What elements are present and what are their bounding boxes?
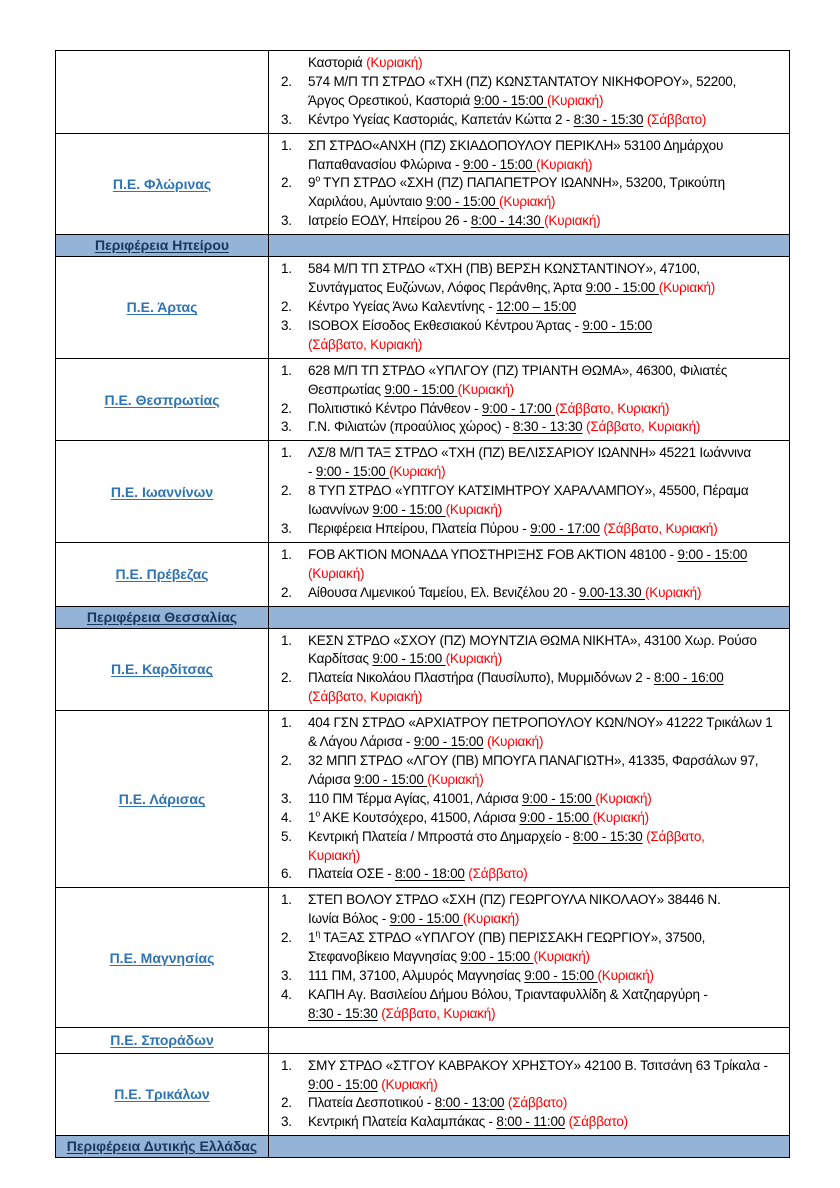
location-text: 574 Μ/Π ΤΠ ΣΤΡΔΟ «ΤΧΗ (ΠΖ) ΚΩΝΣΤΑΝΤΑΤΟΥ ΝΙΚΗΦΟΡΟΥ», 52200, <box>308 73 737 89</box>
item-number: 6. <box>281 866 292 882</box>
item-number: 3. <box>281 213 292 229</box>
section-empty-cell <box>269 1136 790 1158</box>
location-text: ΤΑΞΑΣ ΣΤΡΔΟ «ΥΠΛΓΟΥ (ΠΒ) ΠΕΡΙΣΣΑΚΗ ΓΕΩΡΓΙΟΥ», 37500, <box>320 930 706 946</box>
unit-label-cell <box>56 1027 269 1053</box>
item-number: 1. <box>281 1057 292 1073</box>
time-range: 9:00 - 15:00 <box>460 949 534 965</box>
unit-label: Π.Ε. Καρδίτσας <box>111 661 213 678</box>
items-cell <box>269 358 790 441</box>
location-text: Θεσπρωτίας <box>308 381 385 397</box>
list-item <box>281 111 783 130</box>
day-note: (Κυριακή) <box>427 771 484 787</box>
day-note: (Σάββατο, Κυριακή) <box>308 336 423 352</box>
list-item <box>281 444 783 482</box>
day-note: (Κυριακή) <box>499 194 556 210</box>
time-range: 9:00 - 15:00 <box>315 464 390 480</box>
unit-label-cell <box>56 888 269 1027</box>
time-range: 9:00 - 15:00 <box>524 967 598 983</box>
time-range: 9:00 - 15:00 <box>372 502 446 518</box>
list-item <box>281 1113 783 1132</box>
location-text: 1 <box>308 809 316 825</box>
list-item <box>281 632 783 670</box>
day-note: (Κυριακή) <box>544 213 601 229</box>
day-note: (Κυριακή) <box>389 464 446 480</box>
location-text: ISOBOX Είσοδος Εκθεσιακού Κέντρου Άρτας - <box>308 317 583 333</box>
item-number: 2. <box>281 1095 292 1111</box>
section-empty-cell <box>269 235 790 257</box>
location-text: 404 ΓΣΝ ΣΤΡΔΟ «ΑΡΧΙΑΤΡΟΥ ΠΕΤΡΟΠΟΥΛΟΥ ΚΩΝ/ΝΟΥ» 41222 Τρικάλων 1 <box>308 715 773 731</box>
item-text <box>308 790 783 809</box>
location-text: Περιφέρεια Ηπείρου, Πλατεία Πύρου - <box>308 520 531 536</box>
location-text: 628 Μ/Π ΤΠ ΣΤΡΔΟ «ΥΠΛΓΟΥ (ΠΖ) ΤΡΙΑΝΤΗ ΘΩΜΑ», 46300, Φιλιατές <box>308 362 728 378</box>
location-text: ο <box>315 173 320 184</box>
table-row <box>56 888 790 1027</box>
time-range: 8:30 - 15:30 <box>308 1005 378 1021</box>
list-item <box>281 865 783 884</box>
section-row <box>56 606 790 628</box>
time-range: 9:00 - 15:00 <box>384 381 458 397</box>
time-range: 9:00 - 15:00 <box>585 280 659 296</box>
item-number: 3. <box>281 790 292 806</box>
location-text: Πλατεία ΟΣΕ - <box>308 866 396 882</box>
table-row <box>56 711 790 888</box>
item-number: 1. <box>281 892 292 908</box>
location-text: Χαριλάου, Αμύνταιο <box>308 194 426 210</box>
location-text: 8 ΤΥΠ ΣΤΡΔΟ «ΥΠΤΓΟΥ ΚΑΤΣΙΜΗΤΡΟΥ ΧΑΡΑΛΑΜΠΟΥ», 45500, Πέραμα <box>308 483 749 499</box>
table-row <box>56 358 790 441</box>
time-range: 9:00 - 17:00 <box>530 520 600 536</box>
list-item <box>281 400 783 419</box>
unit-label-cell <box>56 51 269 134</box>
day-note: (Κυριακή) <box>597 967 654 983</box>
item-text <box>308 632 783 670</box>
time-range: 9:00 - 15:00 <box>425 194 500 210</box>
day-note: (Κυριακή) <box>445 502 502 518</box>
day-note: (Κυριακή) <box>533 949 590 965</box>
item-text <box>308 891 783 929</box>
location-text: Άργος Ορεστικού, Καστοριά <box>308 92 474 108</box>
item-number: 1. <box>281 715 292 731</box>
item-number: 1. <box>281 632 292 648</box>
section-label-cell <box>56 606 269 628</box>
location-text: Παπαθανασίου Φλώρινα - <box>308 156 463 172</box>
items-cell <box>269 888 790 1027</box>
location-text: ΛΣ/8 Μ/Π ΤΑΞ ΣΤΡΔΟ «ΤΧΗ (ΠΖ) ΒΕΛΙΣΣΑΡΙΟΥ ΙΩΑΝΝΗ» 45221 Ιωάννινα <box>308 445 751 461</box>
table-row <box>56 628 790 711</box>
item-number: 2. <box>281 483 292 499</box>
day-note: (Κυριακή) <box>486 734 544 750</box>
item-text <box>308 111 783 130</box>
item-number: 3. <box>281 111 292 127</box>
unit-label: Π.Ε. Πρέβεζας <box>115 566 209 583</box>
item-text <box>308 174 783 212</box>
day-note: (Κυριακή) <box>644 584 702 600</box>
day-note: (Κυριακή) <box>462 911 520 927</box>
item-number: 3. <box>281 520 292 536</box>
unit-label: Π.Ε. Άρτας <box>126 299 198 316</box>
section-row <box>56 235 790 257</box>
item-text <box>308 212 783 231</box>
table-row <box>56 1053 790 1136</box>
unit-label: Π.Ε. Σποράδων <box>110 1032 214 1049</box>
unit-label-cell <box>56 441 269 543</box>
item-text <box>308 967 783 986</box>
item-number: 3. <box>281 1114 292 1130</box>
item-text <box>308 260 783 298</box>
day-note: (Σάββατο, Κυριακή) <box>586 419 701 435</box>
item-number: 2. <box>281 670 292 686</box>
time-range: 9:00 - 15:00 <box>372 651 446 667</box>
location-text: 9 <box>308 175 316 191</box>
table-row <box>56 1027 790 1053</box>
day-note: (Κυριακή) <box>381 1076 438 1092</box>
time-range: 8:00 - 16:00 <box>653 670 724 686</box>
time-range: 8:00 - 13:00 <box>434 1095 505 1111</box>
time-range: 9:00 - 15:00 <box>677 546 748 562</box>
location-text: 111 ΠΜ, 37100, Αλμυρός Μαγνησίας <box>308 967 525 983</box>
time-range: 8:00 - 11:00 <box>496 1114 566 1130</box>
list-item <box>281 73 783 111</box>
location-text: - <box>308 464 316 480</box>
list-item <box>281 584 783 603</box>
location-text: Λάρισα <box>308 771 354 787</box>
time-range: 9:00 - 15:00 <box>473 92 547 108</box>
item-number: 2. <box>281 175 292 191</box>
item-text <box>308 298 783 317</box>
item-number: 1. <box>281 137 292 153</box>
time-range: 9.00-13.30 <box>578 584 645 600</box>
item-number: 2. <box>281 400 292 416</box>
list-item <box>281 260 783 298</box>
time-range: 9:00 - 15:00 <box>354 771 428 787</box>
section-row <box>56 1136 790 1158</box>
day-note: (Σάββατο) <box>568 1114 628 1130</box>
item-text <box>308 584 783 603</box>
day-note: (Κυριακή) <box>592 809 649 825</box>
location-text: ΚΕΣΝ ΣΤΡΔΟ «ΣΧΟΥ (ΠΖ) ΜΟΥΝΤΖΙΑ ΘΩΜΑ ΝΙΚΗΤΑ», 43100 Χωρ. Ρούσο <box>308 632 757 648</box>
location-text: Ιωνία Βόλος - <box>308 911 390 927</box>
item-number: 1. <box>281 362 292 378</box>
item-text <box>308 362 783 400</box>
item-text <box>308 714 783 752</box>
item-number: 2. <box>281 930 292 946</box>
item-text <box>308 1057 783 1095</box>
list-item <box>281 317 783 355</box>
item-number: 2. <box>281 584 292 600</box>
list-item <box>281 1057 783 1095</box>
item-text <box>308 418 783 437</box>
list-item <box>281 482 783 520</box>
item-number: 2. <box>281 73 292 89</box>
item-number: 2. <box>281 298 292 314</box>
list-item <box>281 752 783 790</box>
list-item <box>281 298 783 317</box>
item-text <box>308 865 783 884</box>
time-range: 12:00 – 15:00 <box>496 298 577 314</box>
section-empty-cell <box>269 606 790 628</box>
location-text: Καστοριά <box>308 55 367 70</box>
list-item <box>281 929 783 967</box>
time-range: 9:00 - 15:00 <box>522 790 596 806</box>
location-text: 32 ΜΠΠ ΣΤΡΔΟ «ΛΓΟΥ (ΠΒ) ΜΠΟΥΓΑ ΠΑΝΑΓΙΩΤΗ», 41335, Φαρσάλων 97, <box>308 753 759 768</box>
time-range: 8:30 - 15:30 <box>573 111 644 127</box>
location-text: 1 <box>308 930 316 946</box>
location-text: ΣΠ ΣΤΡΔΟ«ΑΝΧΗ (ΠΖ) ΣΚΙΑΔΟΠΟΥΛΟΥ ΠΕΡΙΚΛΗ» 53100 Δημάρχου <box>308 137 724 153</box>
list-item <box>281 520 783 539</box>
item-number: 1. <box>281 546 292 562</box>
items-cell <box>269 1053 790 1136</box>
location-text: Κέντρο Υγείας Άνω Καλεντίνης - <box>308 298 497 314</box>
unit-label: Π.Ε. Τρικάλων <box>114 1086 210 1103</box>
section-label: Περιφέρεια Ηπείρου <box>94 237 230 254</box>
item-number: 1. <box>281 445 292 461</box>
day-note: (Κυριακή) <box>546 92 604 108</box>
location-text: ΤΥΠ ΣΤΡΔΟ «ΣΧΗ (ΠΖ) ΠΑΠΑΠΕΤΡΟΥ ΙΩΑΝΝΗ», 53200, Τρικούπη <box>320 175 725 191</box>
item-number: 5. <box>281 828 292 844</box>
day-note: (Σάββατο, Κυριακή) <box>603 520 718 536</box>
list-item <box>281 546 783 584</box>
day-note: (Κυριακή) <box>595 790 652 806</box>
item-text <box>308 828 783 866</box>
day-note: (Σάββατο, <box>646 828 705 844</box>
location-text: Πλατεία Νικολάου Πλαστήρα (Παυσίλυπο), Μυρμιδόνων 2 - <box>308 670 654 686</box>
table-row <box>56 542 790 606</box>
list-item <box>281 212 783 231</box>
location-text: Πλατεία Δεσποτικού - <box>308 1095 435 1111</box>
unit-label-cell <box>56 358 269 441</box>
day-note: (Κυριακή) <box>445 651 502 667</box>
item-text <box>308 929 783 967</box>
time-range: 8:00 - 14:30 <box>470 213 545 229</box>
item-number: 4. <box>281 986 292 1002</box>
location-text: ο <box>315 808 320 819</box>
list-item <box>281 669 783 707</box>
location-text: Πολιτιστικό Κέντρο Πάνθεον - <box>308 400 482 416</box>
table-row <box>56 51 790 134</box>
table-row <box>56 133 790 235</box>
item-number: 2. <box>281 753 292 768</box>
item-text <box>308 444 783 482</box>
list-item <box>281 967 783 986</box>
items-cell <box>269 441 790 543</box>
items-cell <box>269 711 790 888</box>
item-text <box>308 520 783 539</box>
day-note: (Κυριακή) <box>308 565 365 581</box>
items-cell <box>269 51 790 134</box>
items-cell <box>269 133 790 235</box>
item-number: 4. <box>281 809 292 825</box>
location-text: Κεντρική Πλατεία / Μπροστά στο Δημαρχείο - <box>308 828 573 844</box>
item-text <box>308 752 783 790</box>
unit-label-cell <box>56 133 269 235</box>
unit-label-cell <box>56 542 269 606</box>
location-text: Αίθουσα Λιμενικού Ταμείου, Ελ. Βενιζέλου 20 - <box>308 584 579 600</box>
time-range: 9:00 - 15:00 <box>582 317 653 333</box>
time-range: 9:00 - 15:00 <box>413 734 484 750</box>
item-number: 3. <box>281 317 292 333</box>
unit-label-cell <box>56 257 269 359</box>
item-text <box>308 400 783 419</box>
unit-label-cell <box>56 1053 269 1136</box>
day-note: (Σάββατο) <box>507 1095 568 1111</box>
item-text <box>308 986 783 1024</box>
day-note: (Κυριακή) <box>457 381 514 397</box>
items-cell <box>269 1027 790 1053</box>
time-range: 9:00 - 15:00 <box>389 911 463 927</box>
list-item <box>281 1094 783 1113</box>
table-row <box>56 441 790 543</box>
location-text: ΣΤΕΠ ΒΟΛΟΥ ΣΤΡΔΟ «ΣΧΗ (ΠΖ) ΓΕΩΡΓΟΥΛΑ ΝΙΚΟΛΑΟΥ» 38446 Ν. <box>308 892 721 908</box>
day-note: (Κυριακή) <box>366 55 423 70</box>
day-note: (Κυριακή) <box>658 280 716 296</box>
item-text <box>308 1094 783 1113</box>
item-text <box>308 73 783 111</box>
time-range: 9:00 - 15:00 <box>462 156 537 172</box>
locations-table <box>55 50 790 1158</box>
unit-label-cell <box>56 628 269 711</box>
item-text <box>308 669 783 707</box>
location-text: ΣΜΥ ΣΤΡΔΟ «ΣΤΓΟΥ ΚΑΒΡΑΚΟΥ ΧΡΗΣΤΟΥ» 42100 Β. Τσιτσάνη 63 Τρίκαλα - <box>308 1057 768 1073</box>
list-item <box>281 891 783 929</box>
section-label: Περιφέρεια Δυτικής Ελλάδας <box>66 1138 258 1155</box>
section-label: Περιφέρεια Θεσσαλίας <box>86 608 238 625</box>
location-text: & Λάγου Λάρισα - <box>308 734 414 750</box>
item-text <box>308 54 783 73</box>
time-range: 9:00 - 17:00 <box>481 400 556 416</box>
section-label-cell <box>56 1136 269 1158</box>
location-text: Συντάγματος Ευζώνων, Λόφος Περάνθης, Άρτα <box>308 280 586 296</box>
item-text <box>308 317 783 355</box>
unit-label: Π.Ε. Μαγνησίας <box>109 949 215 966</box>
item-text <box>308 1113 783 1132</box>
list-item <box>281 54 783 73</box>
item-number: 1. <box>281 261 292 277</box>
section-label-cell <box>56 235 269 257</box>
time-range: 9:00 - 15:00 <box>308 1076 378 1092</box>
location-text: Στεφανοβίκειο Μαγνησίας <box>308 949 461 965</box>
location-text: 584 Μ/Π ΤΠ ΣΤΡΔΟ «ΤΧΗ (ΠΒ) ΒΕΡΣΗ ΚΩΝΣΤΑΝΤΙΝΟΥ», 47100, <box>308 261 700 277</box>
day-note: Κυριακή) <box>308 847 361 863</box>
unit-label: Π.Ε. Θεσπρωτίας <box>104 391 220 408</box>
location-text: Καρδίτσας <box>308 651 373 667</box>
time-range: 8:00 - 15:30 <box>572 828 643 844</box>
unit-label: Π.Ε. Ιωαννίνων <box>110 483 214 500</box>
time-range: 8:30 - 13:30 <box>512 419 583 435</box>
list-item <box>281 809 783 828</box>
time-range: 8:00 - 18:00 <box>395 866 465 882</box>
location-text: ΚΑΠΗ Αγ. Βασιλείου Δήμου Βόλου, Τριανταφυλλίδη & Χατζηαργύρη - <box>308 986 708 1002</box>
location-text: Γ.Ν. Φιλιατών (προαύλιος χώρος) - <box>308 419 513 435</box>
unit-label: Π.Ε. Φλώρινας <box>112 175 212 192</box>
location-text: η <box>315 928 320 939</box>
table-row <box>56 257 790 359</box>
list-item <box>281 828 783 866</box>
list-item <box>281 418 783 437</box>
item-text <box>308 546 783 584</box>
list-item <box>281 174 783 212</box>
item-number: 3. <box>281 967 292 983</box>
location-text: 110 ΠΜ Τέρμα Αγίας, 41001, Λάρισα <box>308 790 523 806</box>
unit-label-cell <box>56 711 269 888</box>
location-text: FOB AKTION ΜΟΝΑΔΑ ΥΠΟΣΤΗΡΙΞΗΣ FOB AKTION 48100 - <box>308 546 678 562</box>
list-item <box>281 790 783 809</box>
day-note: (Σάββατο, Κυριακή) <box>555 400 670 416</box>
list-item <box>281 362 783 400</box>
location-text: Ιωαννίνων <box>308 502 373 518</box>
day-note: (Σάββατο) <box>646 111 707 127</box>
item-text <box>308 482 783 520</box>
list-item <box>281 137 783 175</box>
location-text: Κέντρο Υγείας Καστοριάς, Καπετάν Κώττα 2 - <box>308 111 574 127</box>
list-item <box>281 986 783 1024</box>
items-cell <box>269 257 790 359</box>
day-note: (Κυριακή) <box>536 156 593 172</box>
items-cell <box>269 628 790 711</box>
location-text: Ιατρείο ΕΟΔΥ, Ηπείρου 26 - <box>308 213 471 229</box>
day-note: (Σάββατο) <box>468 866 528 882</box>
item-text <box>308 137 783 175</box>
unit-label: Π.Ε. Λάρισας <box>118 791 206 808</box>
items-cell <box>269 542 790 606</box>
day-note: (Σάββατο, Κυριακή) <box>381 1005 496 1021</box>
item-number: 3. <box>281 419 292 435</box>
location-text: Κεντρική Πλατεία Καλαμπάκας - <box>308 1114 497 1130</box>
day-note: (Σάββατο, Κυριακή) <box>308 689 423 705</box>
location-text: ΑΚΕ Κουτσόχερο, 41500, Λάρισα <box>320 809 520 825</box>
time-range: 9:00 - 15:00 <box>519 809 593 825</box>
list-item <box>281 714 783 752</box>
item-text <box>308 809 783 828</box>
